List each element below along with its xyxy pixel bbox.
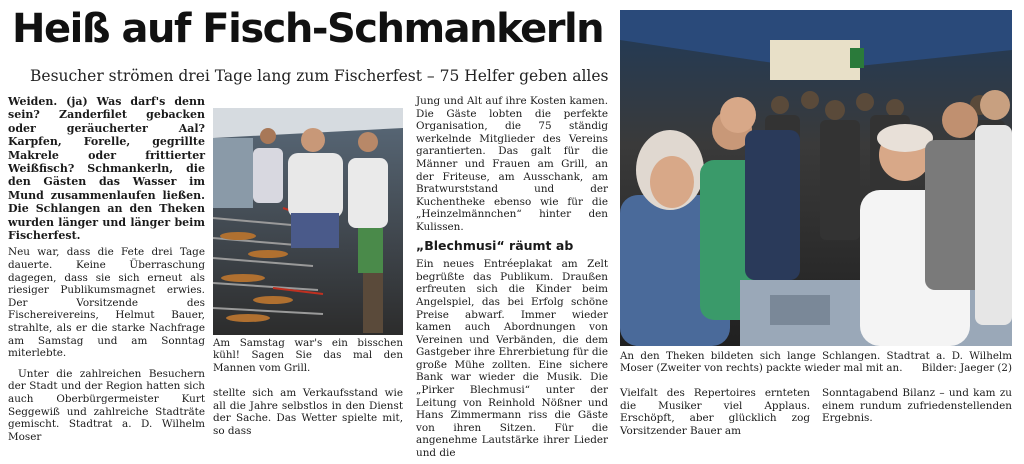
subheading: „Blechmusi“ räumt ab xyxy=(416,237,574,253)
body-paragraph: Vielfalt des Repertoires ernteten die Musiker viel Applaus. Erschöpft, aber glücklich zog Vorsitzender Bauer am xyxy=(620,387,810,437)
article-column-4 xyxy=(620,387,810,441)
article-column-5 xyxy=(822,387,1012,429)
article-column-1 xyxy=(8,95,205,447)
grill-photo-caption: Am Samstag war's ein bisschen kühl! Sagen Sie das mal den Mannen vom Grill. xyxy=(213,337,403,374)
tent-photo-caption-block xyxy=(620,350,1012,378)
body-paragraph: stellte sich am Verkaufsstand wie all die Jahre selbstlos in den Dienst der Sache. Das Wetter spielte mit, so dass xyxy=(213,387,403,437)
article-column-2 xyxy=(213,387,403,441)
subheadline: Besucher strömen drei Tage lang zum Fischerfest – 75 Helfer geben alles xyxy=(30,67,609,85)
photo-credit: Bilder: Jaeger (2) xyxy=(921,362,1012,374)
body-paragraph: Neu war, dass die Fete drei Tage dauerte. Keine Überraschung dagegen, dass sie sich erneut als riesiger Publikumsmagnet erwies. Der Vorsitzende des Fischereivereins, Helmut Bauer, strahlte, als er die starke Nachfrage am Samstag und am Sonntag miterlebte. xyxy=(8,246,205,360)
body-paragraph: Sonntagabend Bilanz – und kam zu einem rundum zufriedenstellenden Ergebnis. xyxy=(822,387,1012,425)
headline: Heiß auf Fisch-Schmankerln xyxy=(12,6,604,52)
article-column-3 xyxy=(416,95,608,464)
body-paragraph: Unter die zahlreichen Besuchern der Stadt und der Region hatten sich auch Oberbürgermeister Kurt Seggewiß und zahlreiche Stadträte gemischt. Stadtrat a. D. Wilhelm Moser xyxy=(8,367,205,443)
tent-photo xyxy=(620,10,1012,346)
grill-photo-image xyxy=(213,108,403,335)
tent-photo-caption: An den Theken bildeten sich lange Schlangen. Stadtrat a. D. Wilhelm Moser (Zweiter von rechts) packte wieder mal mit an. xyxy=(620,350,1012,375)
tent-photo-image xyxy=(620,10,1012,346)
body-paragraph: Jung und Alt auf ihre Kosten kamen. Die Gäste lobten die perfekte Organisation, die 75 ständig werkelnde Mitglieder des Vereins garantierten. Das galt für die Männer und Frauen am Grill, an der Friteuse, am Ausschank, am Bratwurststand und der Kuchentheke ebenso wie für die „Heinzelmännchen“ hinter den Kulissen. xyxy=(416,95,608,233)
grill-photo xyxy=(213,108,403,335)
body-paragraph: Ein neues Entréeplakat am Zelt begrüßte das Publikum. Draußen erfreuten sich die Kinder beim Angelspiel, das bei Erfolg schöne Preise abwarf. Immer wieder kamen auch Abordnungen von Vereinen und Verbänden, die dem Gastgeber ihre Ehrerbietung für die große Mühe zollten. Eine sichere Bank war wieder die Musik. Die „Pirker Blechmusi“ unter der Leitung von Reinhold Nößner und Hans Zimmermann riss die Gäste von ihren Sitzen. Für die angenehme Lautstärke ihrer Lieder und die xyxy=(416,258,608,460)
lead-paragraph: Weiden. (ja) Was darf's denn sein? Zanderfilet gebacken oder geräucherter Aal? Karpfen, Forelle, gegrillte Makrele oder frittierter Weißfisch? Schmankerln, die den Gästen das Wasser im Mund zusammenlaufen ließen. Die Schlangen an den Theken wurden länger und länger beim Fischerfest. xyxy=(8,95,205,243)
